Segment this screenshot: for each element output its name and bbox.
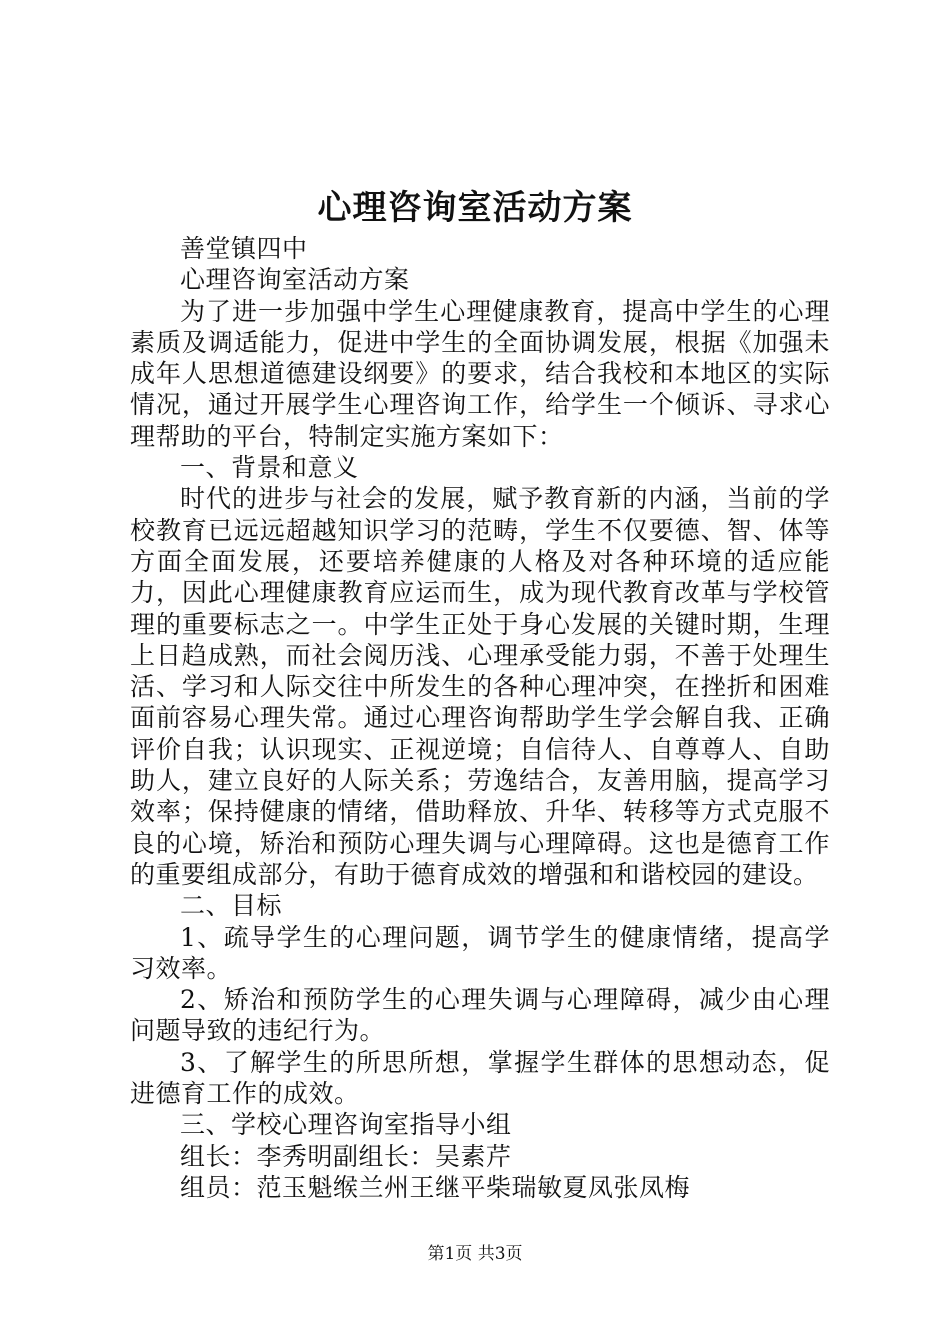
page-footer: 第1页 共3页	[427, 1244, 523, 1264]
background-paragraph: 时代的进步与社会的发展，赋予教育新的内涵，当前的学校教育已远远超越知识学习的范畴，学生不仅要德、智、体等方面全面发展，还要培养健康的人格及对各种环境的适应能力，因此心理健康教育应运而生，成为现代教育改革与学校管理的重要标志之一。中学生正处于身心发展的关键时期，生理上日趋成熟，而社会阅历浅、心理承受能力弱，不善于处理生活、学习和人际交往中所发生的各种心理冲突，在挫折和困难面前容易心理失常。通过心理咨询帮助学生学会解自我、正确评价自我；认识现实、正视逆境；自信待人、自尊尊人、自助助人，建立良好的人际关系；劳逸结合，友善用脑，提高学习效率；保持健康的情绪，借助释放、升华、转移等方式克服不良的心境，矫治和预防心理失调与心理障碍。这也是德育工作的重要组成部分，有助于德育成效的增强和和谐校园的建设。	[130, 484, 830, 889]
section-heading-goals: 二、目标	[180, 891, 283, 921]
goal-item-2: 2、矫治和预防学生的心理失调与心理障碍，减少由心理问题导致的违纪行为。	[130, 985, 830, 1046]
school-name: 善堂镇四中	[180, 234, 308, 263]
goal-item-1: 1、疏导学生的心理问题，调节学生的健康情绪，提高学习效率。	[130, 922, 830, 983]
document-title: 心理咨询室活动方案	[317, 188, 633, 228]
document-body	[130, 233, 830, 1203]
subtitle: 心理咨询室活动方案	[180, 265, 410, 295]
intro-paragraph: 为了进一步加强中学生心理健康教育，提高中学生的心理素质及调适能力，促进中学生的全面协调发展，根据《加强未成年人思想道德建设纲要》的要求，结合我校和本地区的实际情况，通过开展学生心理咨询工作，给学生一个倾诉、寻求心理帮助的平台，特制定实施方案如下：	[130, 296, 830, 451]
section-heading-background: 一、背景和意义	[180, 453, 359, 483]
goal-item-3: 3、了解学生的所思所想，掌握学生群体的思想动态，促进德育工作的成效。	[130, 1047, 830, 1109]
group-leaders: 组长：李秀明副组长：吴素芹	[180, 1141, 512, 1171]
section-heading-group: 三、学校心理咨询室指导小组	[180, 1110, 512, 1140]
group-members: 组员：范玉魁缑兰州王继平柴瑞敏夏凤张凤梅	[180, 1172, 691, 1202]
